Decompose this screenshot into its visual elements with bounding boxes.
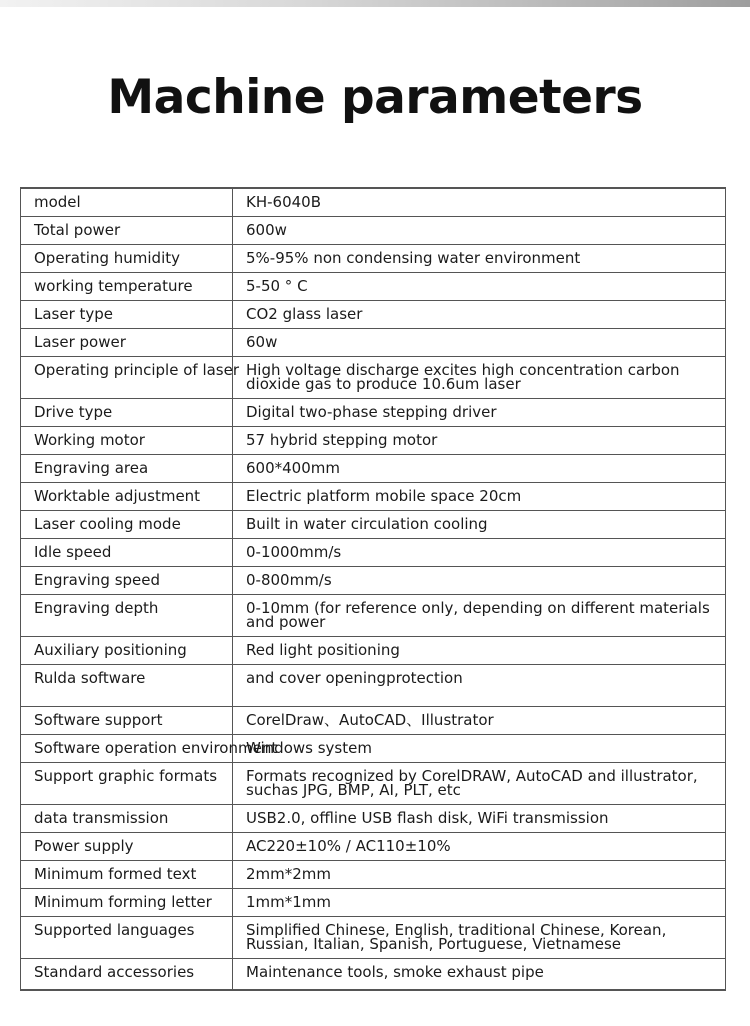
param-value: 5-50 ° C [233, 272, 726, 300]
param-label: Minimum formed text [21, 860, 233, 888]
param-label: Auxiliary positioning [21, 636, 233, 664]
param-label: Operating principle of laser [21, 356, 233, 398]
param-label: Laser cooling mode [21, 510, 233, 538]
param-label: Idle speed [21, 538, 233, 566]
table-row [21, 734, 726, 762]
param-label: Software support [21, 706, 233, 734]
param-value: Built in water circulation cooling [233, 510, 726, 538]
param-label: Drive type [21, 398, 233, 426]
table-row [21, 300, 726, 328]
table-row [21, 664, 726, 706]
param-value: 2mm*2mm [233, 860, 726, 888]
param-value: 0-1000mm/s [233, 538, 726, 566]
table-row [21, 916, 726, 958]
param-value: 60w [233, 328, 726, 356]
table-row [21, 594, 726, 636]
table-row [21, 272, 726, 300]
table-row [21, 398, 726, 426]
param-label: Laser power [21, 328, 233, 356]
param-value: AC220±10% / AC110±10% [233, 832, 726, 860]
param-label: Support graphic formats [21, 762, 233, 804]
param-value: Maintenance tools, smoke exhaust pipe [233, 958, 726, 990]
param-value: 0-10mm (for reference only, depending on different materials and power [233, 594, 726, 636]
param-label: model [21, 188, 233, 216]
table-row [21, 958, 726, 990]
param-label: Operating humidity [21, 244, 233, 272]
param-value: 1mm*1mm [233, 888, 726, 916]
param-label: Rulda software [21, 664, 233, 706]
param-value: 600w [233, 216, 726, 244]
param-value: CO2 glass laser [233, 300, 726, 328]
param-value: Windows system [233, 734, 726, 762]
table-row [21, 216, 726, 244]
param-value: Simplified Chinese, English, traditional Chinese, Korean, Russian, Italian, Spanish, Portuguese, Vietnamese [233, 916, 726, 958]
table-row [21, 888, 726, 916]
table-row [21, 510, 726, 538]
table-row [21, 804, 726, 832]
table-row [21, 538, 726, 566]
table-row [21, 244, 726, 272]
param-label: working temperature [21, 272, 233, 300]
param-value: 600*400mm [233, 454, 726, 482]
param-label: Worktable adjustment [21, 482, 233, 510]
table-row [21, 328, 726, 356]
param-value: Digital two-phase stepping driver [233, 398, 726, 426]
param-value: Red light positioning [233, 636, 726, 664]
param-value: 57 hybrid stepping motor [233, 426, 726, 454]
param-label: Engraving depth [21, 594, 233, 636]
param-label: Engraving area [21, 454, 233, 482]
table-row [21, 188, 726, 216]
param-value: and cover openingprotection [233, 664, 726, 706]
param-value: 5%-95% non condensing water environment [233, 244, 726, 272]
param-label: Working motor [21, 426, 233, 454]
param-value: Electric platform mobile space 20cm [233, 482, 726, 510]
param-label: Supported languages [21, 916, 233, 958]
param-label: Total power [21, 216, 233, 244]
param-label: data transmission [21, 804, 233, 832]
table-row [21, 356, 726, 398]
param-value: USB2.0, offline USB flash disk, WiFi transmission [233, 804, 726, 832]
param-value: 0-800mm/s [233, 566, 726, 594]
table-row [21, 482, 726, 510]
table-row [21, 566, 726, 594]
param-value: CorelDraw、AutoCAD、Illustrator [233, 706, 726, 734]
param-label: Laser type [21, 300, 233, 328]
table-row [21, 860, 726, 888]
param-value: KH-6040B [233, 188, 726, 216]
table-row [21, 426, 726, 454]
table-row [21, 706, 726, 734]
param-label: Minimum forming letter [21, 888, 233, 916]
table-row [21, 454, 726, 482]
param-value: Formats recognized by CorelDRAW, AutoCAD and illustrator, suchas JPG, BMP, AI, PLT, etc [233, 762, 726, 804]
table-row [21, 832, 726, 860]
table-row [21, 636, 726, 664]
param-label: Engraving speed [21, 566, 233, 594]
top-decorative-bar [0, 0, 750, 7]
parameters-table [20, 187, 726, 991]
param-label: Software operation environment [21, 734, 233, 762]
page-title: Machine parameters [107, 70, 643, 125]
param-value: High voltage discharge excites high concentration carbon dioxide gas to produce 10.6um laser [233, 356, 726, 398]
param-label: Power supply [21, 832, 233, 860]
table-row [21, 762, 726, 804]
param-label: Standard accessories [21, 958, 233, 990]
